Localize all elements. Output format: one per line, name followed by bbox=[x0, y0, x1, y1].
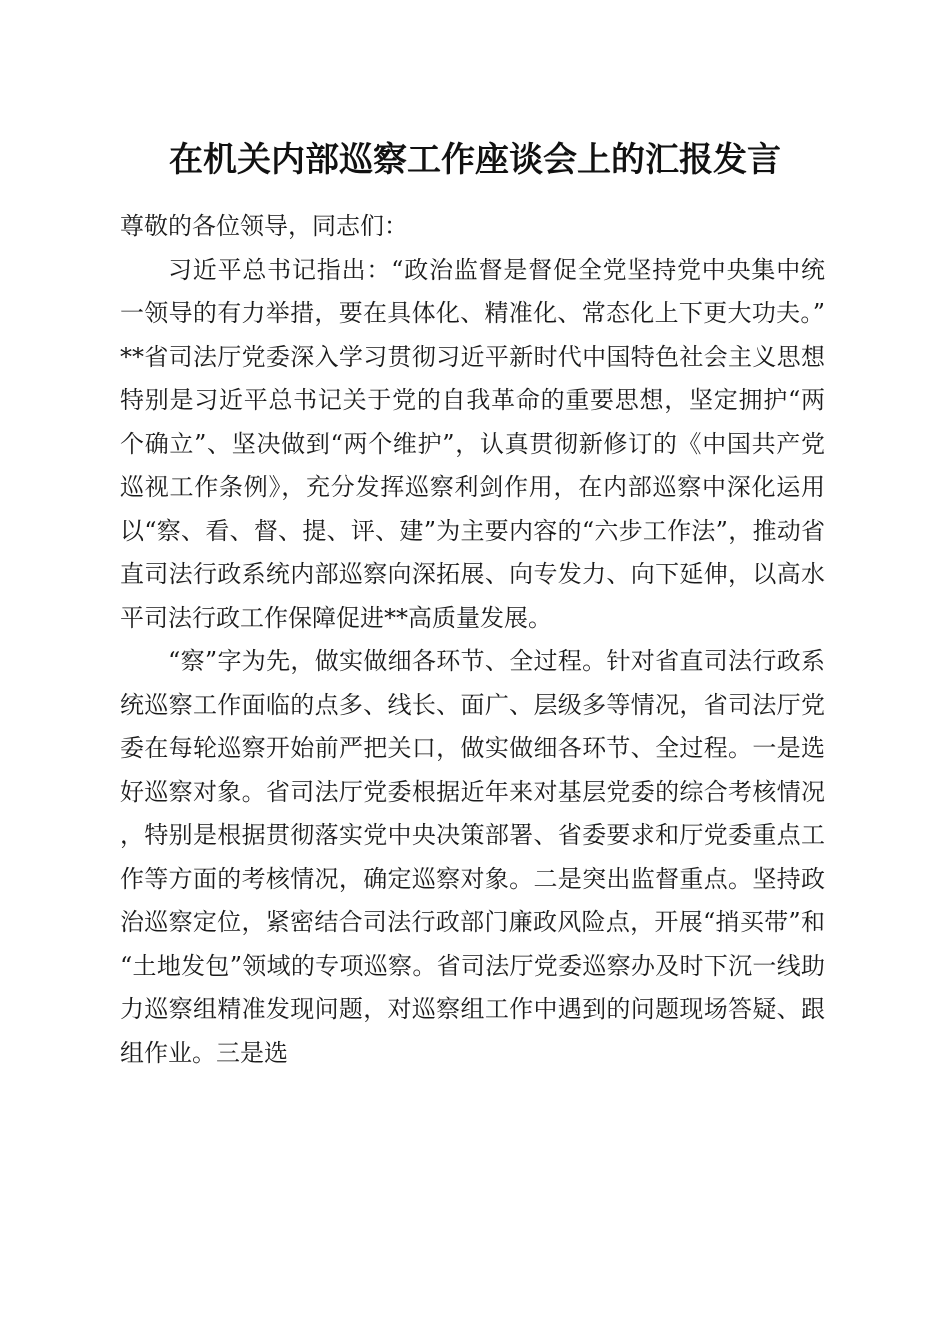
document-body bbox=[120, 205, 825, 1075]
paragraph-cha: “察”字为先，做实做细各环节、全过程。针对省直司法行政系统巡察工作面临的点多、线长、面广、层级多等情况，省司法厅党委在每轮巡察开始前严把关口，做实做细各环节、全过程。一是选好巡察对象。省司法厅党委根据近年来对基层党委的综合考核情况，特别是根据贯彻落实党中央决策部署、省委要求和厅党委重点工作等方面的考核情况，确定巡察对象。二是突出监督重点。坚持政治巡察定位，紧密结合司法行政部门廉政风险点，开展“捎买带”和“土地发包”领域的专项巡察。省司法厅党委巡察办及时下沉一线助力巡察组精准发现问题，对巡察组工作中遇到的问题现场答疑、跟组作业。三是选 bbox=[120, 647, 825, 1067]
salutation: 尊敬的各位领导，同志们： bbox=[120, 212, 408, 240]
document-title: 在机关内部巡察工作座谈会上的汇报发言 bbox=[169, 140, 781, 180]
paragraph-intro: 习近平总书记指出：“政治监督是督促全党坚持党中央集中统一领导的有力举措，要在具体化、精准化、常态化上下更大功夫。”**省司法厅党委深入学习贯彻习近平新时代中国特色社会主义思想特别是习近平总书记关于党的自我革命的重要思想，坚定拥护“两个确立”、坚决做到“两个维护”，认真贯彻新修订的《中国共产党巡视工作条例》，充分发挥巡察利剑作用，在内部巡察中深化运用以“察、看、督、提、评、建”为主要内容的“六步工作法”，推动省直司法行政系统内部巡察向深拓展、向专发力、向下延伸，以高水平司法行政工作保障促进**高质量发展。 bbox=[120, 255, 825, 632]
